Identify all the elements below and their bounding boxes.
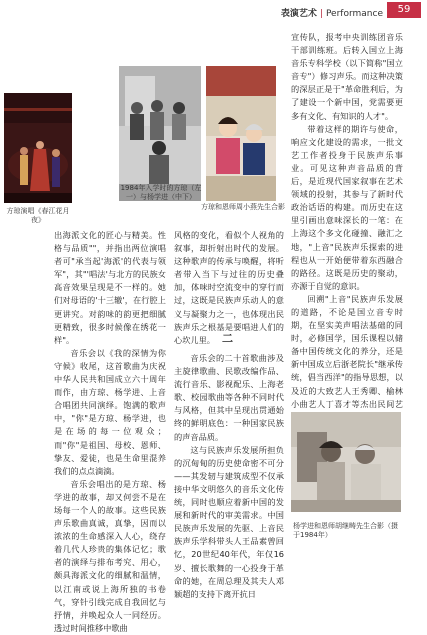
caption-photo4: 杨学进和恩师胡继畴先生合影（摄于1984年） [293, 522, 398, 539]
col2-paragraph: 音乐会的二十首歌曲涉及主旋律歌曲、民歌改编作品、流行音乐、影视配乐、上海老歌、校园歌曲等各种不同时代与风格，但其中呈现出贯通始终的鲜明底色：一种国家民族的声音品质。 [174, 353, 284, 442]
col1-paragraph: 音乐会唱出的是方琼、杨学进的故事，却又何尝不是在场每一个人的故事。这些民族声乐歌曲真诚，真挚，因而以浓浓的生命感深入人心，绕存着几代人珍贵的集体记忆；歌者的演绎与排布考究、用心，颇具海派文化的细腻和温情，以江南或说上海所独的书卷气，穿针引线完成自我回忆与抒情，并唤起众人一同经历。透过时间推移中歌曲 [54, 478, 166, 633]
group-photo-image [119, 66, 201, 201]
photo-mentor-zhou [206, 66, 276, 201]
col2-paragraph: 这与民族声乐发展所担负的沉甸甸的历史使命密不可分——其发轫与建筑成型不仅承接中华文明悠久的音乐文化传统，同时也顺应着新中国的发展和新时代的审美需求。中国民族声乐发展的先驱、上音民族声乐学科带头人王品素曾回忆，20世纪40年代，年仅16岁、擅长歌舞的一心投身于革命的她，在周总理及其夫人邓颖超的支持下离开抗日 [174, 444, 284, 599]
col1-paragraph: 音乐会以《我的深情为你守候》收尾，这首歌曲为庆祝中华人民共和国成立六十周年而作，由方琼、杨学进、上音合唱团共同演绎。饱满的歌声中，"你"是方琼、杨学进，也是在场的每一位观众；而"你"是祖国、母校、恩师、挚友、爱徒，也是生命里混养我们的点点滴滴。 [54, 347, 166, 476]
section-title [281, 6, 383, 19]
page-number: 59 [387, 2, 421, 18]
caption-photo3: 方琼和恩师周小燕先生合影 [201, 203, 285, 211]
col2-paragraph: 风格的变化，看似个人视角的叙事，却折射出时代的发展。这种歌声的传承与唤醒，将听者带入当下与过往的历史叠加，体味时空流变中的穿行而过，这既是民族声乐动人的意义与凝聚力之一，也体现出民族声乐之根基是要唱进人们的心坎儿里。 [174, 230, 284, 345]
photo-mentor-hu [291, 412, 401, 512]
section-title-cn: 表演艺术 [280, 9, 317, 19]
caption-photo1: 方琼演唱《春江花月夜》 [6, 207, 70, 224]
section-title-en: Performance [325, 9, 383, 19]
caption-photo2: 1984年入学时的方琼（左一）与杨学进（中下） [120, 184, 202, 201]
mentor-photo-image [206, 66, 276, 201]
photo-performance [4, 93, 72, 203]
page-header [0, 0, 427, 22]
mentor-hu-image [291, 412, 401, 512]
col3-paragraph: 带着这样的期许与使命，响应文化建设的需求，一批文艺工作者投身于民族声乐事业。可见这种声音品质的背后，是近现代国家叙事在艺术领域的投射，其参与了新时代政治话语的构建。而历史在这里引画出意味深长的一笔：在上海这个多文化碰撞、融汇之地，"上音"民族声乐探索的进程也从一开始便带着东西融合的路径。这既是历史的聚动，亦源于自觉的意识。 [291, 123, 403, 291]
column-1 [54, 229, 166, 635]
column-3 [291, 31, 403, 424]
performance-image [4, 93, 72, 203]
col3-paragraph: 回溯"上音"民族声乐发展的道路，不论是国立音专时期，在坚实美声唱法基础的同时，必修国学，国乐课程以储备中国传统文化的养分，还是新中国成立后浙老院长"继承传统，倡当西洋"的指导思想，以及近的大致艺人王秀卿、榆林小曲艺人丁喜才等杰出民间艺 [291, 293, 403, 409]
column-2-lower [174, 352, 284, 601]
col1-paragraph: 出海派文化的匠心与精美。性格与品质""，并指出两位演唱者可"承当起'海派'的代表与领军"，其"'唱法'与北方的民族女高音效果呈现是不一样的。她们对母语的'十三辙'，在行腔上更讲究。对韵味的韵更把细腻更精致，很多时候像在绣花一样"。 [54, 230, 166, 345]
col3-paragraph: 宣传队，报考中央训练团音乐干部训练班。后转入国立上海音乐专科学校（以下简称"国立音专"）修习声乐。而这种决策的深层正是于"革命胜利后，为了建设一个新中国，党需要更多有文化、有知识的人才"。 [291, 32, 403, 121]
section-marker: 二 [222, 332, 233, 345]
photo-1984-group [119, 66, 201, 201]
section-separator: | [319, 9, 323, 19]
